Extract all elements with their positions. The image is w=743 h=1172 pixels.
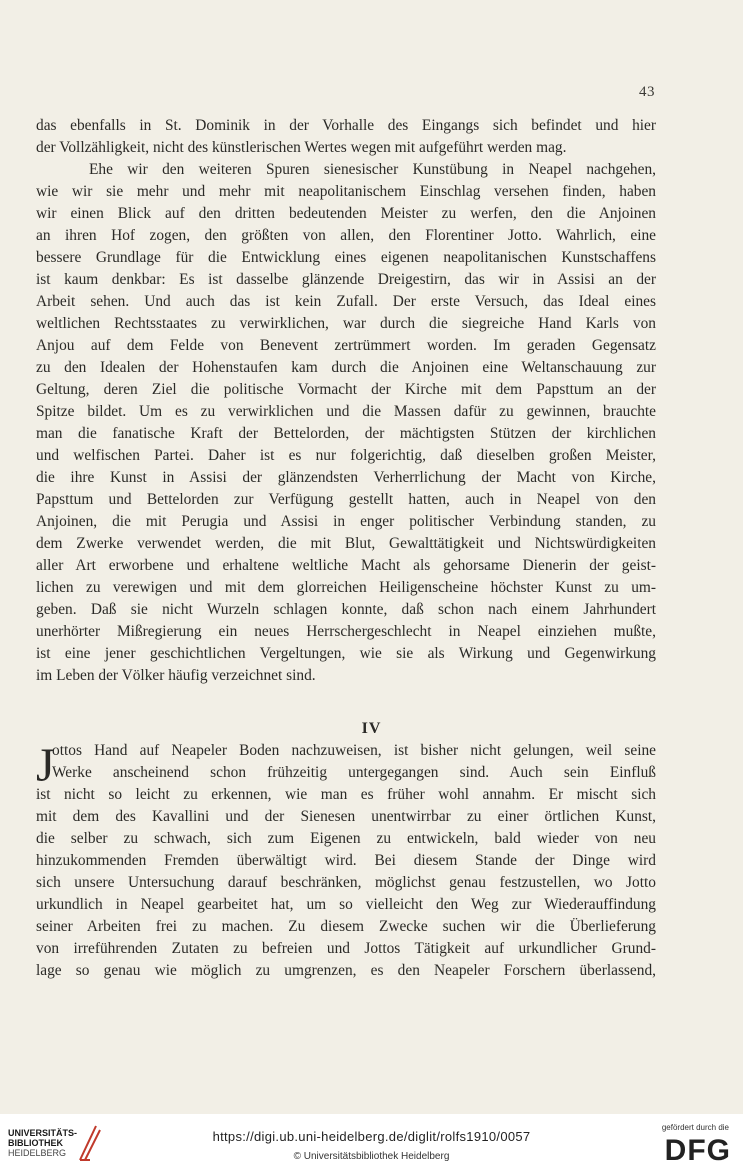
text-line: man die fanatische Kraft der Bettelorden, der mächtigsten Stützen der kirchlichen	[36, 425, 656, 442]
text-line: unerhörter Mißregierung ein neues Herrschergeschlecht in Neapel einziehen mußte,	[36, 623, 656, 640]
page-number: 43	[639, 84, 655, 100]
body-text-bottom	[36, 740, 656, 982]
text-line: aller Art erworbene und erhaltene weltliche Macht als gehorsame Dienerin der geist-	[36, 557, 656, 574]
text-line: ottos Hand auf Neapeler Boden nachzuweisen, ist bisher nicht gelungen, weil seine	[52, 742, 656, 759]
footer-bar	[0, 1114, 743, 1172]
text-line: dem Zwerke verwendet werden, die mit Blut, Gewalttätigkeit und Nichtswürdigkeiten	[36, 535, 656, 552]
text-line: ist nicht so leicht zu erkennen, wie man es früher wohl annahm. Er mischt sich	[36, 786, 656, 803]
text-line: ist eine jener geschichtlichen Vergeltungen, wie sie als Wirkung und Gegenwirkung	[36, 645, 656, 662]
text-line: lage so genau wie möglich zu umgrenzen, es den Neapeler Forschern überlassend,	[36, 962, 656, 979]
section-heading: IV	[361, 720, 382, 737]
text-line: Papsttum und Bettelorden zur Verfügung gestellt hatten, auch in Neapel von den	[36, 491, 656, 508]
text-line: Arbeit sehen. Und auch das ist kein Zufall. Der erste Versuch, das Ideal eines	[36, 293, 656, 310]
text-line: das ebenfalls in St. Dominik in der Vorhalle des Eingangs sich befindet und hier	[36, 117, 656, 134]
text-line: die ihre Kunst in Assisi der glänzendsten Verherrlichung der Macht von Kirche,	[36, 469, 656, 486]
funding-note: gefördert durch die	[661, 1123, 729, 1132]
text-line: die selber zu schwach, sich zum Eigenen zu entwickeln, bald wieder von neu	[36, 830, 656, 847]
copyright-notice: © Universitätsbibliothek Heidelberg	[293, 1151, 450, 1162]
logo-line: BIBLIOTHEK	[8, 1138, 63, 1148]
text-line: wir einen Blick auf den dritten bedeutenden Meister zu werfen, den die Anjoinen	[36, 205, 656, 222]
text-line: hinzukommenden Fremden überwältigt wird. Bei diesem Stande der Dinge wird	[36, 852, 656, 869]
text-line: sich unsere Untersuchung darauf beschränken, möglichst genau festzustellen, wo Jotto	[36, 874, 656, 891]
text-line: Ehe wir den weiteren Spuren sienesischer Kunstübung in Neapel nachgehen,	[89, 161, 656, 178]
body-text-top	[36, 115, 656, 687]
text-line: urkundlich in Neapel gearbeitet hat, um so vielleicht den Weg zur Wiederauffindung	[36, 896, 656, 913]
drop-cap-initial: J	[36, 739, 55, 792]
permalink-url[interactable]: https://digi.ub.uni-heidelberg.de/diglit/rolfs1910/0057	[212, 1129, 531, 1144]
text-line: Geltung, deren Ziel die politische Vormacht der Kirche mit dem Papsttum an der	[36, 381, 656, 398]
funder-logo[interactable]: DFG	[664, 1134, 731, 1167]
logo-line: HEIDELBERG	[8, 1148, 67, 1158]
text-line: ist kaum denkbar: Es ist dasselbe glänzende Dreigestirn, das wir in Assisi an der	[36, 271, 656, 288]
text-line: lichen zu verewigen und mit dem glorreichen Heiligenscheine höchster Kunst zu um-	[36, 579, 656, 596]
logo-line: UNIVERSITÄTS-	[8, 1128, 78, 1138]
text-line: bessere Grundlage für die Entwicklung eines eigenen neapolitanischen Kunstschaffens	[36, 249, 656, 266]
text-line: an ihren Hof zogen, den größten von allen, den Florentiner Jotto. Wahrlich, eine	[36, 227, 656, 244]
text-line: Anjou auf dem Felde von Benevent zertrümmert worden. Im geraden Gegensatz	[36, 337, 656, 354]
text-line: im Leben der Völker häufig verzeichnet sind.	[36, 667, 316, 684]
text-line: weltlichen Rechtsstaates zu verwirklichen, war durch die siegreiche Hand Karls von	[36, 315, 656, 332]
text-line: und welfischen Partei. Daher ist es nur folgerichtig, daß dieselben großen Meister,	[36, 447, 656, 464]
text-line: von irreführenden Zutaten zu befreien und Jottos Tätigkeit auf urkundlicher Grund-	[36, 940, 656, 957]
text-line: der Vollzähligkeit, nicht des künstlerischen Wertes wegen mit aufgeführt werden mag.	[36, 139, 567, 156]
text-line: mit dem des Kavallini und der Sienesen unentwirrbar zu einer örtlichen Kunst,	[36, 808, 656, 825]
text-line: wie wir sie mehr und mehr mit neapolitanischem Einschlag versehen finden, haben	[36, 183, 656, 200]
text-line: zu den Idealen der Hohenstaufen kam durch die Anjoinen eine Weltanschauung zur	[36, 359, 656, 376]
text-line: seiner Arbeiten frei zu machen. Zu diesem Zwecke suchen wir die Überlieferung	[36, 918, 656, 935]
text-line: Spitze bildet. Um es zu verwirklichen und die Massen dafür zu gewinnen, brauchte	[36, 403, 656, 420]
text-line: Anjoinen, die mit Perugia und Assisi in enger politischer Verbindung standen, zu	[36, 513, 656, 530]
text-line: geben. Daß sie nicht Wurzeln schlagen konnte, daß schon nach einem Jahrhundert	[36, 601, 656, 618]
text-line: Werke anscheinend schon frühzeitig untergegangen sind. Auch sein Einfluß	[52, 764, 656, 781]
